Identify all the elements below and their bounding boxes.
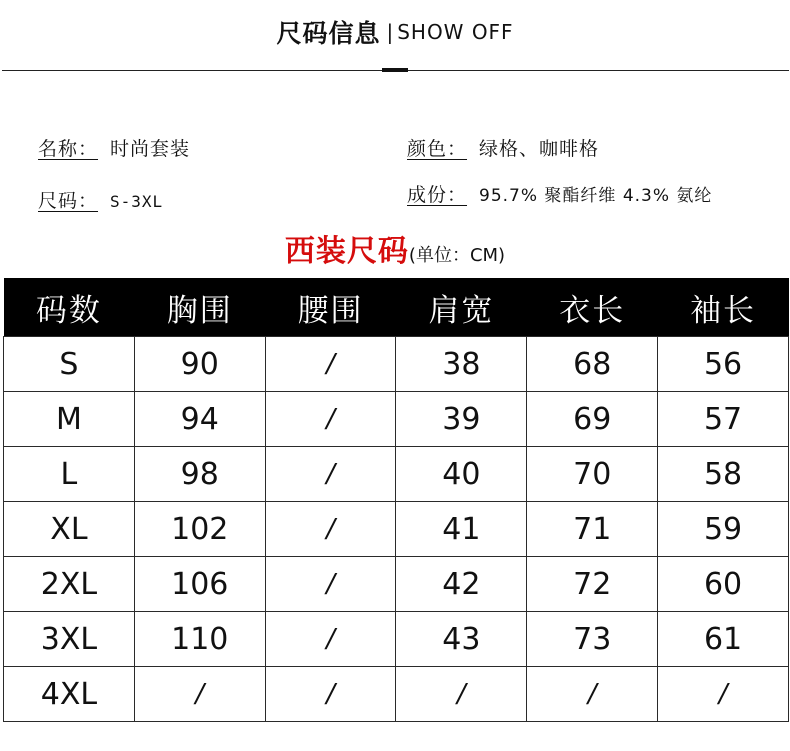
- table-cell: /: [265, 337, 396, 392]
- size-table: [3, 278, 789, 722]
- table-cell: 90: [134, 337, 265, 392]
- table-cell: /: [658, 667, 789, 722]
- table-cell: 43: [396, 612, 527, 667]
- table-cell: XL: [4, 502, 135, 557]
- table-row: [4, 392, 789, 447]
- material-value: 95.7% 聚酯纤维 4.3% 氨纶: [479, 186, 713, 206]
- table-cell: 98: [134, 447, 265, 502]
- table-cell: /: [527, 667, 658, 722]
- table-cell: /: [265, 502, 396, 557]
- table-cell: 39: [396, 392, 527, 447]
- header-divider-mark: [382, 68, 408, 72]
- header-cell: 腰围: [265, 278, 396, 337]
- table-cell: 94: [134, 392, 265, 447]
- table-cell: /: [265, 612, 396, 667]
- table-cell: 42: [396, 557, 527, 612]
- table-cell: S: [4, 337, 135, 392]
- table-cell: 58: [658, 447, 789, 502]
- color-value: 绿格、咖啡格: [479, 138, 600, 160]
- table-cell: /: [396, 667, 527, 722]
- table-cell: /: [265, 557, 396, 612]
- header-cell: 袖长: [658, 278, 789, 337]
- header-cell: 胸围: [134, 278, 265, 337]
- table-cell: 110: [134, 612, 265, 667]
- table-cell: 69: [527, 392, 658, 447]
- info-size: [38, 186, 163, 213]
- title-separator: |: [386, 20, 394, 44]
- table-cell: L: [4, 447, 135, 502]
- section-heading: [0, 226, 790, 270]
- table-cell: 72: [527, 557, 658, 612]
- table-cell: 60: [658, 557, 789, 612]
- table-cell: 61: [658, 612, 789, 667]
- table-cell: 73: [527, 612, 658, 667]
- table-cell: 56: [658, 337, 789, 392]
- header-cell: 衣长: [527, 278, 658, 337]
- table-cell: 2XL: [4, 557, 135, 612]
- table-cell: 102: [134, 502, 265, 557]
- header-cell: 肩宽: [396, 278, 527, 337]
- table-cell: /: [265, 667, 396, 722]
- table-cell: 38: [396, 337, 527, 392]
- table-cell: 106: [134, 557, 265, 612]
- table-row: [4, 667, 789, 722]
- table-header-row: [4, 278, 789, 337]
- table-cell: /: [134, 667, 265, 722]
- table-cell: 40: [396, 447, 527, 502]
- table-cell: 59: [658, 502, 789, 557]
- table-cell: 71: [527, 502, 658, 557]
- table-cell: M: [4, 392, 135, 447]
- table-cell: /: [265, 447, 396, 502]
- table-row: [4, 447, 789, 502]
- color-label: 颜色：: [407, 138, 468, 160]
- table-row: [4, 557, 789, 612]
- page-header: [0, 14, 790, 50]
- material-label: 成份：: [407, 184, 468, 206]
- table-row: [4, 612, 789, 667]
- table-row: [4, 337, 789, 392]
- page-subtitle: SHOW OFF: [397, 20, 514, 44]
- page-title: 尺码信息: [276, 19, 381, 48]
- info-name: [38, 134, 190, 161]
- table-cell: 4XL: [4, 667, 135, 722]
- table-cell: /: [265, 392, 396, 447]
- name-value: 时尚套装: [110, 138, 191, 160]
- table-cell: 41: [396, 502, 527, 557]
- table-row: [4, 502, 789, 557]
- header-cell: 码数: [4, 278, 135, 337]
- table-cell: 3XL: [4, 612, 135, 667]
- info-color: [407, 134, 599, 161]
- table-cell: 70: [527, 447, 658, 502]
- table-cell: 68: [527, 337, 658, 392]
- table-cell: 57: [658, 392, 789, 447]
- info-material: [407, 180, 712, 207]
- size-label: 尺码：: [38, 190, 99, 212]
- size-value: S-3XL: [110, 192, 164, 211]
- section-unit: (单位：CM): [408, 245, 506, 266]
- section-title: 西装尺码: [284, 234, 409, 269]
- name-label: 名称：: [38, 138, 99, 160]
